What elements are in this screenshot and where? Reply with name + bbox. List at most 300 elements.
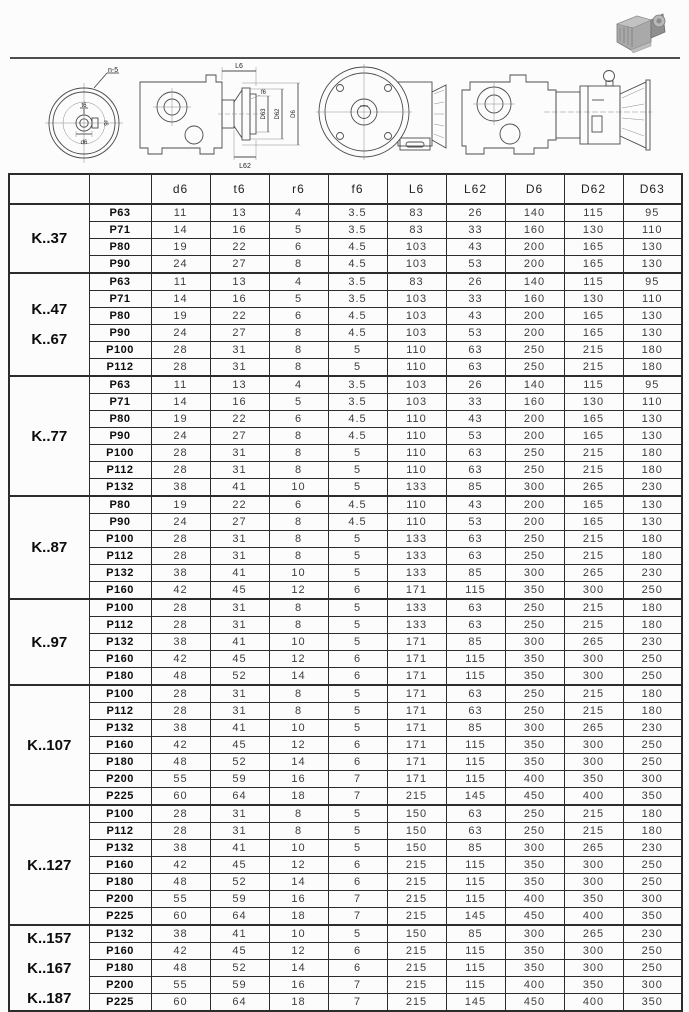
dimension-value: 6	[328, 943, 387, 960]
dimension-value: 110	[387, 342, 446, 359]
dimension-value: 45	[210, 857, 269, 874]
dimension-value: 8	[269, 685, 328, 703]
dimension-value: 85	[446, 479, 505, 497]
dimension-value: 14	[269, 668, 328, 686]
dimension-value: 53	[446, 514, 505, 531]
dimension-value: 31	[210, 548, 269, 565]
dimension-value: 33	[446, 394, 505, 411]
dimension-value: 43	[446, 239, 505, 256]
dimension-value: 28	[151, 342, 210, 359]
dimension-value: 6	[328, 651, 387, 668]
table-row	[9, 222, 682, 239]
dimension-value: 83	[387, 222, 446, 239]
group-label	[9, 805, 89, 925]
dimension-value: 171	[387, 737, 446, 754]
motor-size-label: P132	[89, 634, 151, 651]
dimension-value: 230	[623, 925, 682, 943]
dimension-value: 215	[564, 805, 623, 823]
dimension-value: 250	[623, 668, 682, 686]
dimension-value: 53	[446, 256, 505, 274]
dimension-value: 215	[387, 908, 446, 926]
dimension-value: 180	[623, 703, 682, 720]
dimension-value: 350	[505, 960, 564, 977]
dimension-value: 250	[623, 943, 682, 960]
dimension-value: 200	[505, 308, 564, 325]
dimension-value: 5	[328, 479, 387, 497]
dimension-value: 53	[446, 325, 505, 342]
dim-L6-label: L6	[235, 63, 243, 70]
table-row	[9, 857, 682, 874]
dimension-value: 215	[387, 943, 446, 960]
dimension-value: 22	[210, 411, 269, 428]
dimension-value: 180	[623, 462, 682, 479]
dimension-value: 400	[505, 891, 564, 908]
dimension-value: 150	[387, 925, 446, 943]
drawing-unit-side-view	[452, 60, 657, 164]
motor-size-label: P90	[89, 325, 151, 342]
dimension-value: 215	[387, 788, 446, 806]
dimension-value: 171	[387, 754, 446, 771]
dimension-value: 8	[269, 617, 328, 634]
dimension-value: 10	[269, 720, 328, 737]
dimension-value: 300	[564, 737, 623, 754]
dimension-value: 165	[564, 428, 623, 445]
dimension-value: 350	[505, 874, 564, 891]
dimension-value: 5	[328, 445, 387, 462]
motor-size-label: P63	[89, 273, 151, 291]
dimension-value: 6	[269, 411, 328, 428]
dimension-value: 450	[505, 994, 564, 1012]
dimension-value: 8	[269, 531, 328, 548]
dimension-value: 171	[387, 703, 446, 720]
table-row	[9, 771, 682, 788]
dimension-value: 350	[623, 908, 682, 926]
dimension-value: 5	[328, 531, 387, 548]
group-label-line: K..77	[31, 427, 68, 445]
column-header: D6	[505, 174, 564, 204]
dimension-value: 41	[210, 479, 269, 497]
dimension-value: 19	[151, 239, 210, 256]
table-row	[9, 411, 682, 428]
dimension-value: 130	[623, 325, 682, 342]
dimension-value: 16	[210, 222, 269, 239]
dimension-value: 350	[564, 977, 623, 994]
motor-size-label: P160	[89, 943, 151, 960]
dimension-value: 52	[210, 754, 269, 771]
group-label	[9, 376, 89, 496]
dimension-value: 350	[623, 788, 682, 806]
dimension-value: 31	[210, 805, 269, 823]
dimension-value: 300	[505, 634, 564, 651]
dimension-value: 28	[151, 823, 210, 840]
dimension-value: 41	[210, 565, 269, 582]
dimension-value: 26	[446, 204, 505, 222]
column-header: D62	[564, 174, 623, 204]
dimension-value: 230	[623, 479, 682, 497]
dimension-value: 63	[446, 548, 505, 565]
dimension-value: 95	[623, 204, 682, 222]
dimension-value: 115	[446, 668, 505, 686]
dimension-value: 24	[151, 428, 210, 445]
motor-size-label: P132	[89, 720, 151, 737]
dimension-value: 55	[151, 977, 210, 994]
table-row	[9, 737, 682, 754]
dimension-value: 400	[505, 771, 564, 788]
dimension-value: 22	[210, 308, 269, 325]
dimension-value: 8	[269, 703, 328, 720]
dimension-value: 265	[564, 634, 623, 651]
dimension-value: 45	[210, 737, 269, 754]
dimension-value: 165	[564, 256, 623, 274]
dimension-value: 28	[151, 531, 210, 548]
dimension-value: 130	[623, 496, 682, 514]
column-header: t6	[210, 174, 269, 204]
dimension-value: 115	[446, 960, 505, 977]
group-label-line: K..107	[27, 736, 72, 754]
dimension-value: 5	[328, 342, 387, 359]
dim-f6-label: f6	[261, 90, 267, 96]
dimension-value: 24	[151, 256, 210, 274]
dimension-value: 110	[623, 394, 682, 411]
group-label-line: K..37	[31, 230, 68, 247]
dimension-value: 43	[446, 496, 505, 514]
dimension-value: 215	[564, 823, 623, 840]
dimension-value: 250	[505, 342, 564, 359]
dimension-value: 350	[505, 943, 564, 960]
dimension-value: 45	[210, 651, 269, 668]
dimension-value: 48	[151, 960, 210, 977]
table-row	[9, 291, 682, 308]
dimension-value: 215	[564, 599, 623, 617]
dimension-value: 110	[387, 359, 446, 377]
dimension-value: 200	[505, 411, 564, 428]
dimension-value: 38	[151, 479, 210, 497]
dimension-value: 4.5	[328, 256, 387, 274]
table-row	[9, 496, 682, 514]
table-row	[9, 685, 682, 703]
dimension-value: 5	[269, 291, 328, 308]
dimension-value: 85	[446, 565, 505, 582]
group-label-line: K..167	[27, 959, 72, 977]
table-row	[9, 634, 682, 651]
dimension-value: 28	[151, 445, 210, 462]
dimension-value: 200	[505, 514, 564, 531]
dimension-value: 85	[446, 634, 505, 651]
dimension-value: 5	[328, 805, 387, 823]
dimension-value: 300	[564, 943, 623, 960]
dimension-value: 13	[210, 376, 269, 394]
dimension-value: 300	[505, 479, 564, 497]
dimension-value: 28	[151, 548, 210, 565]
dimension-value: 265	[564, 925, 623, 943]
dimension-value: 350	[564, 771, 623, 788]
callout-label: n-5	[108, 67, 119, 74]
dimension-value: 4	[269, 204, 328, 222]
dimension-value: 145	[446, 788, 505, 806]
dimension-value: 95	[623, 273, 682, 291]
dimension-value: 150	[387, 840, 446, 857]
group-label	[9, 599, 89, 685]
dimension-value: 6	[328, 960, 387, 977]
dimension-value: 31	[210, 685, 269, 703]
dimension-value: 115	[446, 582, 505, 600]
dimension-value: 103	[387, 291, 446, 308]
dimension-value: 350	[505, 754, 564, 771]
dimension-value: 215	[564, 531, 623, 548]
dimension-value: 53	[446, 428, 505, 445]
dimension-value: 7	[328, 891, 387, 908]
table-row	[9, 874, 682, 891]
column-header: d6	[151, 174, 210, 204]
dimension-value: 140	[505, 204, 564, 222]
table-row	[9, 891, 682, 908]
table-row	[9, 599, 682, 617]
dimension-value: 250	[505, 548, 564, 565]
dimension-value: 171	[387, 720, 446, 737]
dimension-value: 59	[210, 771, 269, 788]
table-row	[9, 273, 682, 291]
dimension-value: 6	[328, 582, 387, 600]
dimension-value: 63	[446, 703, 505, 720]
dimension-value: 12	[269, 582, 328, 600]
group-label-line: K..97	[31, 633, 68, 651]
motor-size-label: P90	[89, 514, 151, 531]
motor-size-label: P112	[89, 548, 151, 565]
dimension-value: 300	[505, 840, 564, 857]
dimension-value: 110	[623, 291, 682, 308]
table-row	[9, 531, 682, 548]
dimension-value: 48	[151, 754, 210, 771]
dimension-value: 133	[387, 531, 446, 548]
dimension-value: 31	[210, 823, 269, 840]
motor-size-label: P180	[89, 960, 151, 977]
dimension-value: 4	[269, 376, 328, 394]
dimension-value: 215	[564, 703, 623, 720]
dimension-value: 63	[446, 342, 505, 359]
table-row	[9, 582, 682, 600]
dimension-value: 200	[505, 239, 564, 256]
table-row	[9, 651, 682, 668]
dimension-value: 140	[505, 273, 564, 291]
dimension-value: 6	[328, 874, 387, 891]
dimension-value: 180	[623, 805, 682, 823]
dimension-value: 42	[151, 651, 210, 668]
motor-size-label: P80	[89, 239, 151, 256]
motor-size-label: P100	[89, 445, 151, 462]
dimension-value: 4.5	[328, 411, 387, 428]
dimension-value: 41	[210, 840, 269, 857]
dimension-value: 250	[623, 874, 682, 891]
dimension-value: 83	[387, 204, 446, 222]
dimension-value: 60	[151, 788, 210, 806]
dimension-value: 13	[210, 273, 269, 291]
dimension-value: 3.5	[328, 222, 387, 239]
dimension-value: 150	[387, 805, 446, 823]
dimension-value: 7	[328, 977, 387, 994]
motor-size-label: P225	[89, 994, 151, 1012]
dimension-value: 115	[446, 754, 505, 771]
dimension-value: 350	[623, 994, 682, 1012]
dimension-value: 215	[387, 891, 446, 908]
motor-size-label: P160	[89, 582, 151, 600]
dimension-value: 110	[387, 514, 446, 531]
dimension-value: 14	[269, 960, 328, 977]
dimension-value: 14	[151, 222, 210, 239]
dimension-value: 250	[623, 960, 682, 977]
dimension-value: 165	[564, 239, 623, 256]
dimension-value: 115	[446, 891, 505, 908]
motor-size-label: P100	[89, 342, 151, 359]
dimension-value: 5	[328, 599, 387, 617]
dimension-value: 215	[387, 857, 446, 874]
dimension-value: 27	[210, 256, 269, 274]
corner-cell-2	[89, 174, 151, 204]
dimension-value: 12	[269, 737, 328, 754]
dimension-value: 8	[269, 428, 328, 445]
dimension-value: 130	[623, 239, 682, 256]
table-row	[9, 325, 682, 342]
dimension-value: 38	[151, 840, 210, 857]
dimension-value: 4.5	[328, 496, 387, 514]
dimension-value: 28	[151, 359, 210, 377]
dimension-value: 180	[623, 359, 682, 377]
dimension-value: 45	[210, 582, 269, 600]
dimension-value: 28	[151, 685, 210, 703]
dimension-value: 265	[564, 720, 623, 737]
dimension-value: 18	[269, 908, 328, 926]
dimension-value: 38	[151, 925, 210, 943]
dimension-value: 11	[151, 273, 210, 291]
motor-size-label: P132	[89, 925, 151, 943]
column-header: L6	[387, 174, 446, 204]
dimension-value: 41	[210, 634, 269, 651]
dimension-value: 250	[505, 359, 564, 377]
dimension-value: 130	[564, 394, 623, 411]
dimension-value: 171	[387, 634, 446, 651]
dimension-value: 60	[151, 908, 210, 926]
dimension-value: 265	[564, 565, 623, 582]
dimension-value: 230	[623, 840, 682, 857]
dimension-value: 215	[564, 342, 623, 359]
table-row	[9, 788, 682, 806]
dim-D62-label: D62	[275, 108, 281, 120]
dimension-value: 27	[210, 514, 269, 531]
dimension-value: 250	[505, 462, 564, 479]
dimension-value: 31	[210, 445, 269, 462]
motor-size-label: P160	[89, 651, 151, 668]
header-divider	[10, 57, 680, 59]
motor-size-label: P90	[89, 256, 151, 274]
dimension-value: 31	[210, 359, 269, 377]
dimension-value: 250	[505, 685, 564, 703]
dimension-value: 115	[564, 204, 623, 222]
table-row	[9, 925, 682, 943]
dimension-value: 14	[151, 394, 210, 411]
dimension-value: 5	[328, 565, 387, 582]
table-row	[9, 462, 682, 479]
column-header: r6	[269, 174, 328, 204]
motor-size-label: P160	[89, 857, 151, 874]
group-label-line: K..67	[31, 331, 68, 348]
dimension-value: 31	[210, 531, 269, 548]
table-row	[9, 342, 682, 359]
motor-size-label: P80	[89, 411, 151, 428]
motor-size-label: P180	[89, 668, 151, 686]
motor-size-label: P200	[89, 891, 151, 908]
dimension-value: 250	[623, 737, 682, 754]
dimension-value: 110	[387, 462, 446, 479]
dimension-value: 19	[151, 411, 210, 428]
group-label	[9, 204, 89, 273]
table-row	[9, 308, 682, 325]
dimension-value: 8	[269, 342, 328, 359]
dimension-value: 55	[151, 771, 210, 788]
motor-size-label: P112	[89, 617, 151, 634]
drawing-unit-front-view	[314, 60, 454, 164]
dimension-value: 103	[387, 239, 446, 256]
dimension-value: 215	[564, 617, 623, 634]
dimension-value: 16	[210, 291, 269, 308]
group-label	[9, 273, 89, 376]
dimension-value: 250	[505, 703, 564, 720]
table-row	[9, 445, 682, 462]
dimension-value: 8	[269, 445, 328, 462]
dimension-value: 265	[564, 840, 623, 857]
dimension-value: 60	[151, 994, 210, 1012]
dimension-value: 250	[505, 445, 564, 462]
group-label-line: K..187	[27, 989, 72, 1007]
table-row	[9, 376, 682, 394]
dimension-value: 215	[387, 960, 446, 977]
dimension-value: 171	[387, 668, 446, 686]
dimension-value: 250	[623, 651, 682, 668]
dimension-value: 110	[387, 445, 446, 462]
dimension-value: 85	[446, 840, 505, 857]
dimension-value: 180	[623, 445, 682, 462]
dim-t6-label: t6	[81, 103, 87, 109]
dimension-value: 130	[623, 411, 682, 428]
dimension-value: 5	[328, 634, 387, 651]
dimension-value: 41	[210, 720, 269, 737]
dimension-value: 250	[505, 531, 564, 548]
motor-size-label: P225	[89, 908, 151, 926]
dimension-value: 5	[328, 685, 387, 703]
dimension-value: 43	[446, 411, 505, 428]
dimension-value: 28	[151, 462, 210, 479]
dimension-value: 110	[623, 222, 682, 239]
dimension-value: 300	[623, 771, 682, 788]
dimension-value: 11	[151, 376, 210, 394]
motor-size-label: P112	[89, 703, 151, 720]
dimension-value: 145	[446, 908, 505, 926]
dimension-value: 171	[387, 771, 446, 788]
group-label	[9, 685, 89, 805]
dimension-value: 180	[623, 342, 682, 359]
dimension-value: 5	[328, 548, 387, 565]
group-label-line: K..157	[27, 929, 72, 947]
dimension-value: 14	[269, 874, 328, 891]
dimension-value: 160	[505, 291, 564, 308]
dimension-value: 85	[446, 720, 505, 737]
dimension-value: 133	[387, 548, 446, 565]
dimension-value: 18	[269, 788, 328, 806]
dimension-value: 4.5	[328, 325, 387, 342]
dimension-value: 41	[210, 925, 269, 943]
dimension-value: 24	[151, 514, 210, 531]
dimension-value: 8	[269, 805, 328, 823]
dimension-value: 10	[269, 565, 328, 582]
motor-size-label: P200	[89, 977, 151, 994]
